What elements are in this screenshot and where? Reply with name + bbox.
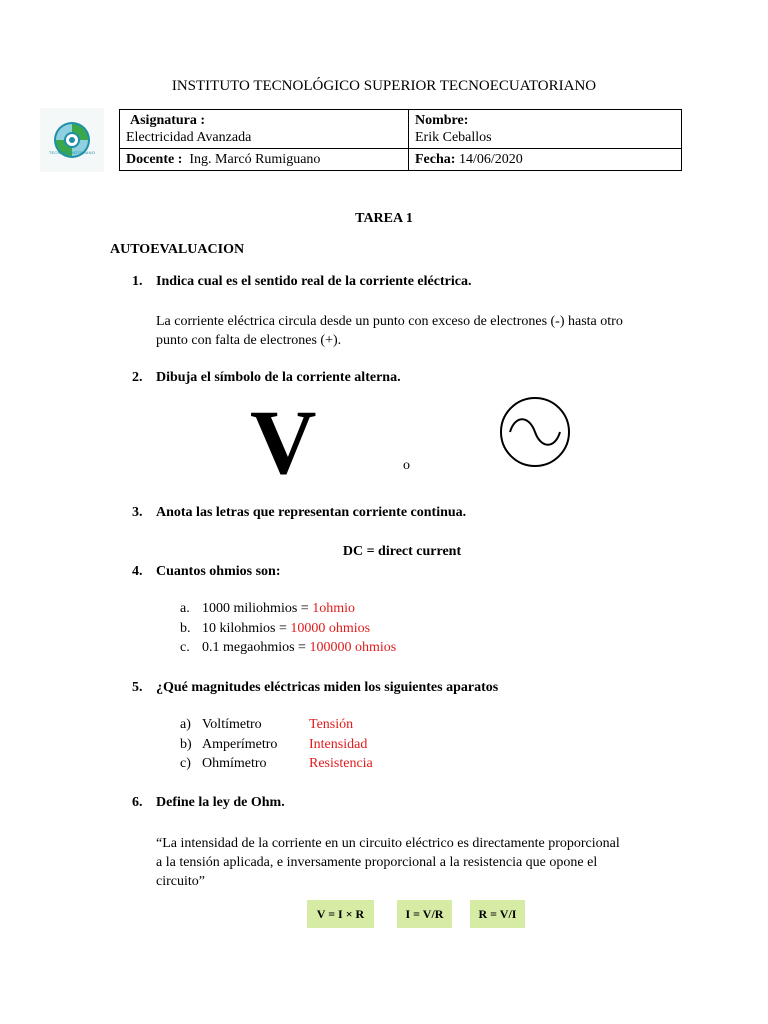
institution-title: INSTITUTO TECNOLÓGICO SUPERIOR TECNOECUATORIANO [171, 78, 597, 94]
q4-item-a-letter: a. [180, 601, 190, 616]
q1-answer-line1: La corriente eléctrica circula desde un punto con exceso de electrones (-) hasta otro [156, 314, 623, 329]
q5-item-c-letter: c) [180, 756, 191, 771]
teacher-label: Docente : [126, 152, 183, 167]
q4-item-a-answer: 1ohmio [312, 601, 355, 616]
date-cell [409, 149, 682, 171]
date-value: 14/06/2020 [458, 152, 523, 167]
q5-item-a-answer: Tensión [309, 717, 354, 732]
formula-r-equals-v-over-i: R = V/I [470, 900, 525, 928]
formula-v-equals-ir: V = I × R [307, 900, 374, 928]
q5-item-c-answer: Resistencia [309, 756, 373, 771]
subject-label: Asignatura : [130, 113, 206, 128]
q1-answer-line2: punto con falta de electrones (+). [156, 333, 342, 348]
q4-item-c [202, 640, 396, 656]
q4-item-c-text: 0.1 megaohmios = [202, 640, 310, 655]
name-value: Erik Ceballos [415, 130, 492, 145]
q3-text: Anota las letras que representan corriente continua. [156, 505, 467, 520]
q4-item-b-answer: 10000 ohmios [290, 621, 371, 636]
q3-answer: DC = direct current [342, 544, 462, 559]
subject-value: Electricidad Avanzada [126, 130, 252, 145]
teacher-value: Ing. Marcó Rumiguano [189, 152, 321, 167]
q5-text: ¿Qué magnitudes eléctricas miden los siguientes aparatos [156, 680, 499, 695]
q4-item-b-letter: b. [180, 621, 191, 636]
q6-number: 6. [132, 795, 143, 810]
formula-i-equals-v-over-r: I = V/R [397, 900, 452, 928]
institution-logo [40, 108, 104, 172]
q5-number: 5. [132, 680, 143, 695]
q4-number: 4. [132, 564, 143, 579]
doc-title: TAREA 1 [355, 211, 413, 226]
q6-answer-line2: a la tensión aplicada, e inversamente proporcional a la resistencia que opone el [156, 855, 598, 870]
q5-item-a-letter: a) [180, 717, 191, 732]
name-label: Nombre: [415, 113, 469, 128]
date-label: Fecha: [415, 152, 456, 167]
teacher-cell [120, 149, 409, 171]
q1-text: Indica cual es el sentido real de la corriente eléctrica. [156, 274, 472, 289]
q4-item-c-answer: 100000 ohmios [309, 640, 397, 655]
q5-item-b-letter: b) [180, 737, 192, 752]
logo-swirl-icon [40, 108, 104, 172]
q5-item-a-device: Voltímetro [202, 717, 262, 732]
q4-item-c-letter: c. [180, 640, 190, 655]
q6-answer-line3: circuito” [156, 874, 205, 889]
q4-item-b-text: 10 kilohmios = [202, 621, 291, 636]
section-heading: AUTOEVALUACION [110, 242, 245, 257]
ac-symbol-letter: V [250, 391, 317, 493]
q4-text: Cuantos ohmios son: [156, 564, 281, 579]
q4-item-b [202, 621, 370, 637]
q3-number: 3. [132, 505, 143, 520]
header-info-table [119, 109, 682, 171]
q6-text: Define la ley de Ohm. [156, 795, 285, 810]
q1-number: 1. [132, 274, 143, 289]
q5-item-b-device: Amperímetro [202, 737, 278, 752]
subject-cell [120, 110, 409, 149]
q5-item-c-device: Ohmímetro [202, 756, 267, 771]
q4-item-a-text: 1000 miliohmios = [202, 601, 313, 616]
q4-item-a [202, 601, 355, 617]
q2-text: Dibuja el símbolo de la corriente alterna. [156, 370, 401, 385]
logo-text: TECNOECUATORIANO [48, 150, 96, 155]
ac-sine-symbol-icon [497, 397, 573, 467]
q2-number: 2. [132, 370, 143, 385]
q6-answer-line1: “La intensidad de la corriente en un circuito eléctrico es directamente proporcional [156, 836, 620, 851]
name-cell [409, 110, 682, 149]
q5-item-b-answer: Intensidad [309, 737, 368, 752]
or-word: o [403, 458, 410, 473]
